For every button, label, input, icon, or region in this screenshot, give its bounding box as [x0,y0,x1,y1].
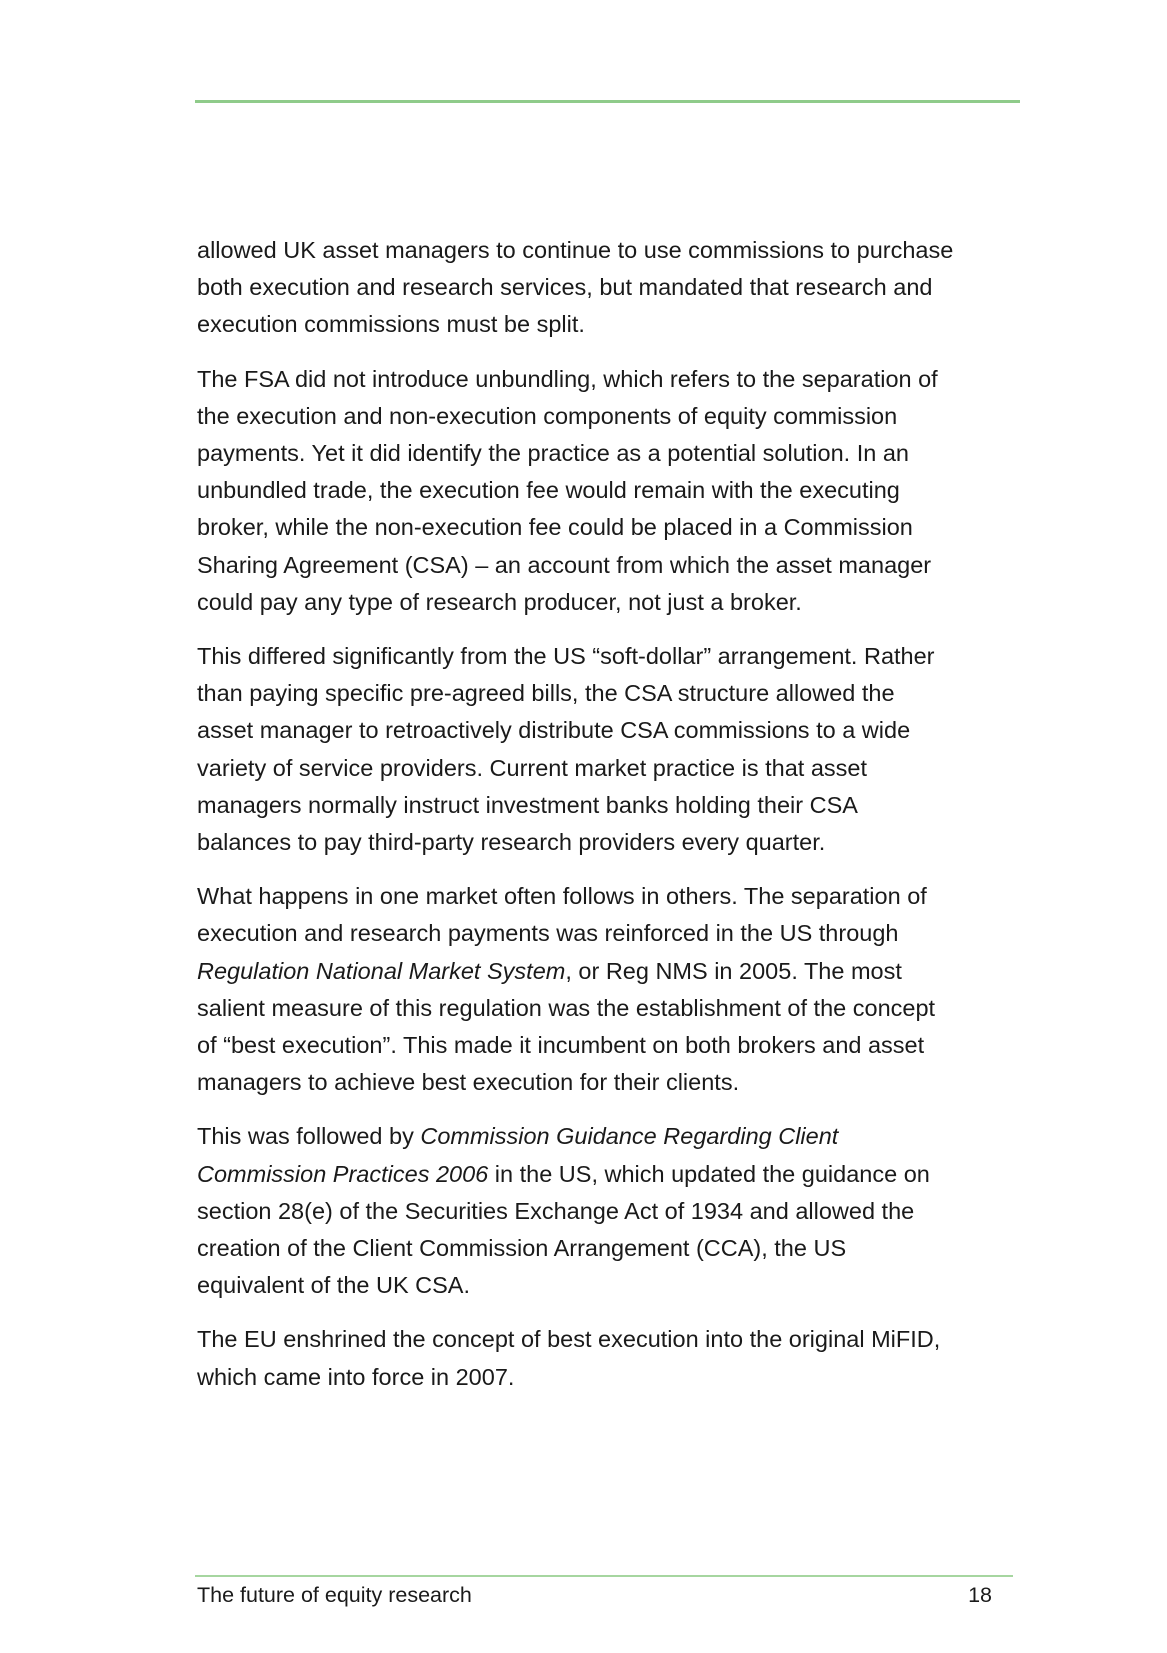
paragraph-1 [197,232,1027,344]
footer-rule [195,1575,1013,1577]
header-rule [195,100,1020,103]
paragraph-text: The EU enshrined the concept of best execution into the original MiFID, which came into force in 2007. [197,1326,941,1390]
document-body [197,232,1027,1413]
paragraph-text: in the US, which updated the guidance on section 28(e) of the Securities Exchange Act of 1934 and allowed the creation of the Client Commission Arrangement (CCA), the US equivalent of the UK CSA. [197,1160,930,1299]
paragraph-5 [197,1118,1027,1304]
footer-document-title: The future of equity research [197,1583,472,1607]
paragraph-2 [197,361,1027,621]
paragraph-text: This was followed by [197,1123,421,1150]
paragraph-3 [197,638,1027,861]
paragraph-text: This differed significantly from the US “soft-dollar” arrangement. Rather than paying specific pre-agreed bills, the CSA structure allowed the asset manager to retroactively distribute CSA commissions to a wide variety of service providers. Current market practice is that asset managers normally instruct investment banks holding their CSA balances to pay third-party research providers every quarter. [197,643,935,856]
guidance-title-italic: Commission Guidance Regarding Client Commission Practices 2006 [197,1123,839,1187]
page-number: 18 [968,1583,992,1607]
paragraph-6 [197,1321,1027,1395]
paragraph-text: , or Reg NMS in 2005. The most salient measure of this regulation was the establishment of the concept of “best execution”. This made it incumbent on both brokers and asset managers to achieve best execution for their clients. [197,957,936,1096]
paragraph-4 [197,878,1027,1101]
regulation-title-italic: Regulation National Market System [197,957,566,984]
paragraph-text: The FSA did not introduce unbundling, which refers to the separation of the execution and non-execution components of equity commission payments. Yet it did identify the practice as a potential solution. In an unbundled trade, the execution fee would remain with the executing broker, while the non-execution fee could be placed in a Commission Sharing Agreement (CSA) – an account from which the asset manager could pay any type of research producer, not just a broker. [197,365,938,615]
paragraph-text: What happens in one market often follows in others. The separation of execution and research payments was reinforced in the US through [197,883,927,947]
paragraph-text: allowed UK asset managers to continue to use commissions to purchase both execution and research services, but mandated that research and execution commissions must be split. [197,237,954,338]
